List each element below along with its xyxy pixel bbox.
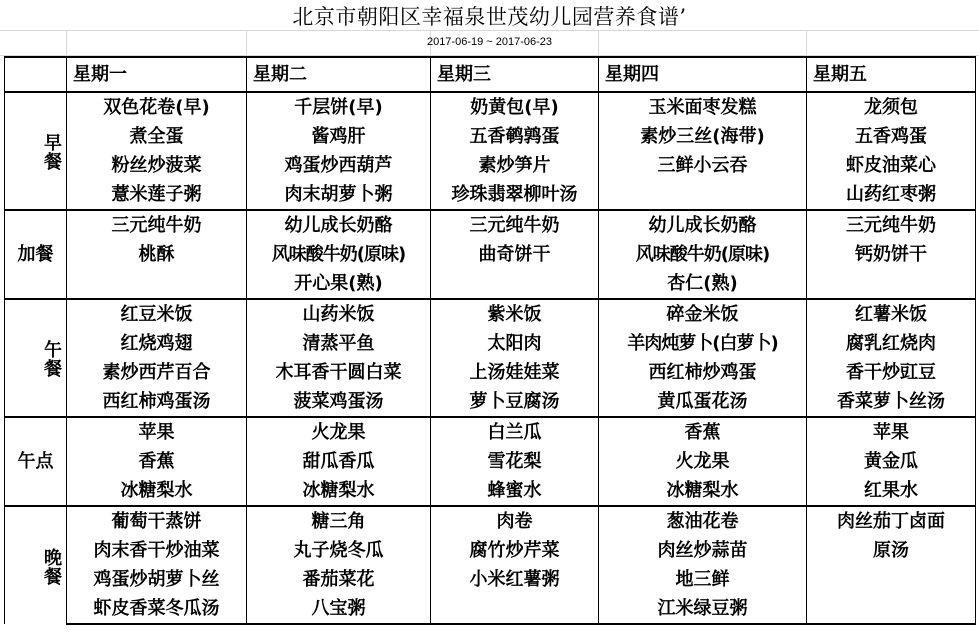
menu-item: 双色花卷(早): [67, 92, 247, 122]
menu-item: 西红柿鸡蛋汤: [67, 387, 247, 417]
menu-item: 香蕉: [67, 447, 247, 476]
menu-item: 清蒸平鱼: [247, 329, 431, 358]
menu-item: 红烧鸡翅: [67, 329, 247, 358]
meal-row: [5, 92, 976, 122]
menu-item: 虾皮香菜冬瓜汤: [67, 594, 247, 624]
menu-item: 肉末胡萝卜粥: [247, 180, 431, 210]
menu-item: 火龙果: [247, 417, 431, 447]
menu-item: 葱油花卷: [599, 506, 807, 536]
menu-item: [807, 565, 976, 594]
meal-label: 晚餐: [5, 506, 67, 624]
menu-item: 杏仁(熟): [599, 269, 807, 299]
menu-item: 白兰瓜: [431, 417, 599, 447]
menu-item: 煮全蛋: [67, 122, 247, 151]
menu-item: 三元纯牛奶: [807, 210, 976, 240]
meal-row: [5, 151, 976, 180]
meal-row: [5, 565, 976, 594]
menu-item: 奶黄包(早): [431, 92, 599, 122]
meal-row: [5, 594, 976, 624]
menu-item: [431, 269, 599, 299]
menu-item: 桃酥: [67, 240, 247, 269]
menu-item: 冰糖梨水: [599, 476, 807, 506]
menu-item: 香蕉: [599, 417, 807, 447]
meal-label: 加餐: [5, 210, 67, 299]
menu-item: 鸡蛋炒西葫芦: [247, 151, 431, 180]
menu-item: 红薯米饭: [807, 299, 976, 329]
menu-item: 蜂蜜水: [431, 476, 599, 506]
menu-item: 小米红薯粥: [431, 565, 599, 594]
menu-item: 珍珠翡翠柳叶汤: [431, 180, 599, 210]
menu-item: 肉卷: [431, 506, 599, 536]
header-row: [5, 57, 976, 92]
menu-item: 西红柿炒鸡蛋: [599, 358, 807, 387]
menu-item: 雪花梨: [431, 447, 599, 476]
meal-row: [5, 122, 976, 151]
meal-row: [5, 329, 976, 358]
menu-item: 腐竹炒芹菜: [431, 536, 599, 565]
day-header: 星期三: [431, 57, 599, 92]
menu-item: 江米绿豆粥: [599, 594, 807, 624]
corner-cell: [5, 57, 67, 92]
meal-row: [5, 269, 976, 299]
menu-item: 玉米面枣发糕: [599, 92, 807, 122]
day-header: 星期一: [67, 57, 247, 92]
menu-item: 风味酸牛奶(原味): [599, 240, 807, 269]
menu-item: 苹果: [67, 417, 247, 447]
menu-item: 香干炒豇豆: [807, 358, 976, 387]
menu-item: 糖三角: [247, 506, 431, 536]
meal-label: 午点: [5, 417, 67, 506]
menu-item: 葡萄干蒸饼: [67, 506, 247, 536]
menu-item: 木耳香干圆白菜: [247, 358, 431, 387]
meal-row: [5, 240, 976, 269]
menu-item: 紫米饭: [431, 299, 599, 329]
meal-row: [5, 299, 976, 329]
menu-item: 山药米饭: [247, 299, 431, 329]
menu-item: 香菜萝卜丝汤: [807, 387, 976, 417]
day-header: 星期五: [807, 57, 976, 92]
menu-item: 三鲜小云吞: [599, 151, 807, 180]
menu-item: 幼儿成长奶酪: [599, 210, 807, 240]
menu-item: 冰糖梨水: [67, 476, 247, 506]
menu-item: 薏米莲子粥: [67, 180, 247, 210]
menu-item: 萝卜豆腐汤: [431, 387, 599, 417]
menu-table: [4, 56, 976, 625]
menu-item: 肉丝炒蒜苗: [599, 536, 807, 565]
menu-item: 原汤: [807, 536, 976, 565]
meal-row: [5, 210, 976, 240]
meal-row: [5, 447, 976, 476]
menu-item: 黄瓜蛋花汤: [599, 387, 807, 417]
menu-item: [599, 180, 807, 210]
menu-item: 苹果: [807, 417, 976, 447]
menu-item: 地三鲜: [599, 565, 807, 594]
menu-item: 红豆米饭: [67, 299, 247, 329]
menu-item: 上汤娃娃菜: [431, 358, 599, 387]
menu-item: 番茄菜花: [247, 565, 431, 594]
menu-item: 腐乳红烧肉: [807, 329, 976, 358]
day-header: 星期四: [599, 57, 807, 92]
menu-item: 甜瓜香瓜: [247, 447, 431, 476]
menu-item: 五香鹌鹑蛋: [431, 122, 599, 151]
menu-item: 钙奶饼干: [807, 240, 976, 269]
menu-item: 开心果(熟): [247, 269, 431, 299]
menu-item: 曲奇饼干: [431, 240, 599, 269]
menu-item: 黄金瓜: [807, 447, 976, 476]
menu-item: 粉丝炒菠菜: [67, 151, 247, 180]
menu-item: 幼儿成长奶酪: [247, 210, 431, 240]
gridline: [0, 30, 979, 31]
meal-row: [5, 506, 976, 536]
menu-body: [5, 57, 976, 624]
menu-item: [67, 269, 247, 299]
menu-item: 八宝粥: [247, 594, 431, 624]
menu-item: 碎金米饭: [599, 299, 807, 329]
menu-item: 素炒西芹百合: [67, 358, 247, 387]
menu-item: 丸子烧冬瓜: [247, 536, 431, 565]
menu-item: 素炒笋片: [431, 151, 599, 180]
menu-item: 素炒三丝(海带): [599, 122, 807, 151]
menu-item: 虾皮油菜心: [807, 151, 976, 180]
menu-item: 鸡蛋炒胡萝卜丝: [67, 565, 247, 594]
menu-item: 羊肉炖萝卜(白萝卜): [599, 329, 807, 358]
menu-item: 三元纯牛奶: [67, 210, 247, 240]
meal-label: 早餐: [5, 92, 67, 210]
date-range: 2017-06-19 ~ 2017-06-23: [426, 36, 553, 48]
menu-item: [431, 594, 599, 624]
meal-row: [5, 387, 976, 417]
menu-item: 龙须包: [807, 92, 976, 122]
meal-row: [5, 358, 976, 387]
menu-item: [807, 594, 976, 624]
menu-item: 风味酸牛奶(原味): [247, 240, 431, 269]
day-header: 星期二: [247, 57, 431, 92]
menu-item: 肉末香干炒油菜: [67, 536, 247, 565]
page-title: 北京市朝阳区幸福泉世茂幼儿园营养食谱’: [292, 5, 687, 29]
menu-item: 酱鸡肝: [247, 122, 431, 151]
meal-label: 午餐: [5, 299, 67, 417]
menu-item: 冰糖梨水: [247, 476, 431, 506]
meal-row: [5, 476, 976, 506]
menu-item: 红果水: [807, 476, 976, 506]
meal-row: [5, 417, 976, 447]
menu-item: 太阳肉: [431, 329, 599, 358]
meal-row: [5, 536, 976, 565]
menu-item: 五香鸡蛋: [807, 122, 976, 151]
menu-item: 菠菜鸡蛋汤: [247, 387, 431, 417]
menu-item: 千层饼(早): [247, 92, 431, 122]
menu-item: [807, 269, 976, 299]
menu-item: 山药红枣粥: [807, 180, 976, 210]
menu-item: 肉丝茄丁卤面: [807, 506, 976, 536]
menu-item: 火龙果: [599, 447, 807, 476]
menu-item: 三元纯牛奶: [431, 210, 599, 240]
meal-row: [5, 180, 976, 210]
